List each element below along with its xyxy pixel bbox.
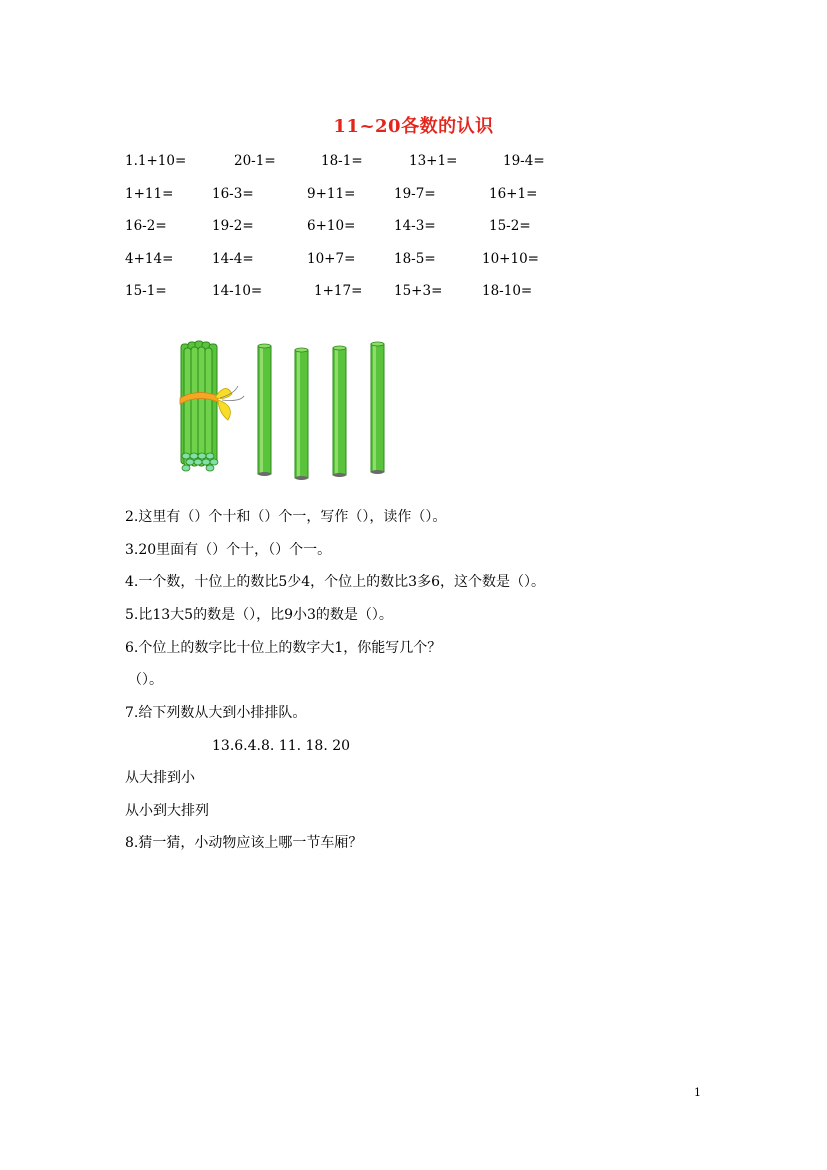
- arith-cell: 19-4=: [503, 153, 545, 169]
- arith-cell: 18-5=: [394, 251, 436, 267]
- question-4: 4.一个数，十位上的数比5少4，个位上的数比3多6，这个数是（）。: [125, 574, 545, 590]
- arith-cell: 13+1=: [409, 153, 458, 169]
- question-8: 8.猜一猜，小动物应该上哪一节车厢？: [125, 835, 363, 851]
- arith-cell: 15-2=: [489, 218, 531, 234]
- single-stick-icon: [333, 346, 346, 477]
- arith-cell: 1+17=: [314, 283, 363, 299]
- question-7-big-to-small: 从大排到小: [125, 770, 195, 786]
- arith-cell: 20-1=: [234, 153, 276, 169]
- arith-cell: 10+10=: [482, 251, 539, 267]
- question-7-small-to-big: 从小到大排列: [125, 803, 209, 819]
- single-stick-icon: [258, 344, 271, 476]
- question-5: 5.比13大5的数是（），比9小3的数是（）。: [125, 607, 393, 623]
- bundle-of-ten-sticks-icon: [180, 341, 244, 471]
- arith-cell: 6+10=: [307, 218, 356, 234]
- question-6-answer: （）。: [128, 672, 163, 688]
- counting-sticks-illustration: [170, 336, 400, 482]
- arith-cell: 14-3=: [394, 218, 436, 234]
- arith-cell: 14-10=: [212, 283, 263, 299]
- arith-cell: 19-7=: [394, 186, 436, 202]
- arith-cell: 18-1=: [321, 153, 363, 169]
- arith-cell: 16+1=: [489, 186, 538, 202]
- arith-cell: 14-4=: [212, 251, 254, 267]
- arith-cell: 16-2=: [125, 218, 167, 234]
- question-7: 7.给下列数从大到小排排队。: [125, 705, 307, 721]
- arith-cell: 1.1+10=: [125, 153, 187, 169]
- arith-cell: 4+14=: [125, 251, 174, 267]
- question-3: 3.20里面有（）个十，（）个一。: [125, 542, 332, 558]
- single-stick-icon: [295, 348, 308, 480]
- arith-cell: 19-2=: [212, 218, 254, 234]
- arith-cell: 18-10=: [482, 283, 533, 299]
- arith-cell: 16-3=: [212, 186, 254, 202]
- single-stick-icon: [371, 342, 384, 474]
- arith-cell: 9+11=: [307, 186, 356, 202]
- arith-cell: 15-1=: [125, 283, 167, 299]
- question-7-numbers: 13.6.4.8. 11. 18. 20: [212, 738, 351, 754]
- page-title: 11~20各数的认识: [333, 116, 494, 137]
- page-number: 1: [694, 1086, 701, 1099]
- question-2: 2.这里有（）个十和（）个一，写作（），读作（）。: [125, 509, 447, 525]
- question-6: 6.个位上的数字比十位上的数字大1，你能写几个？: [125, 640, 442, 656]
- arith-cell: 15+3=: [394, 283, 443, 299]
- arith-cell: 10+7=: [307, 251, 356, 267]
- arith-cell: 1+11=: [125, 186, 174, 202]
